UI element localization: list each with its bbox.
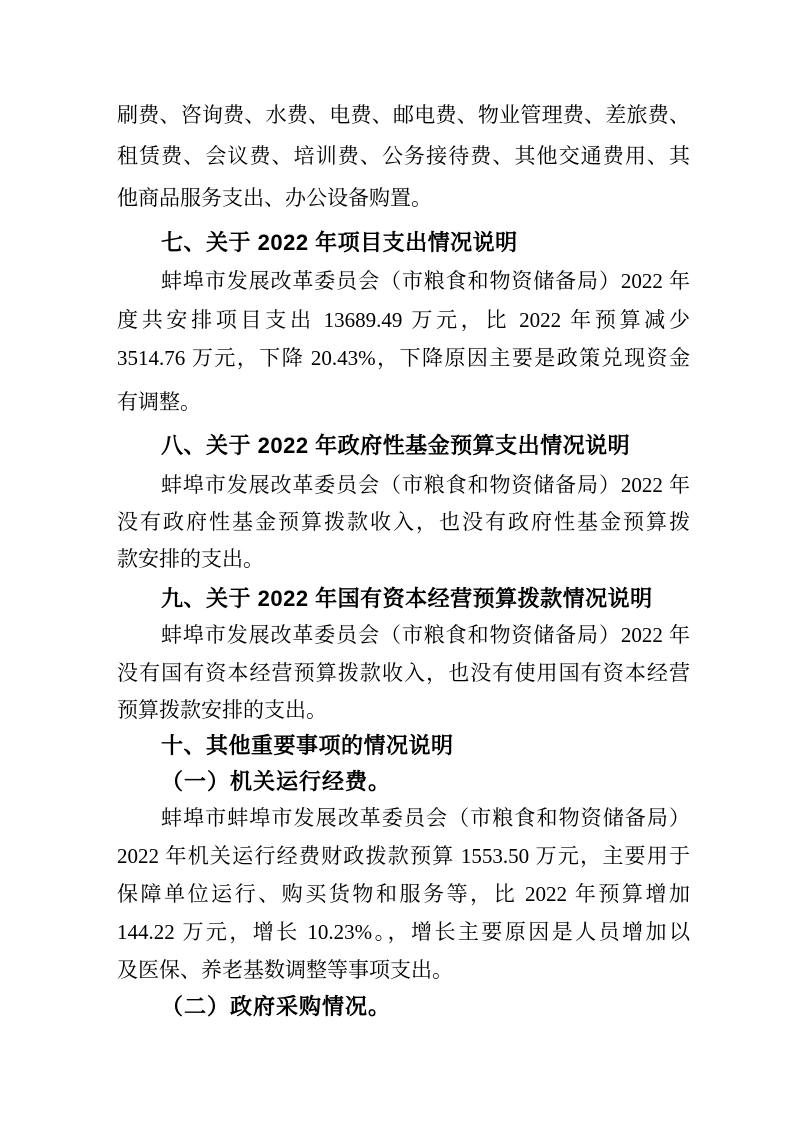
section-heading-7: 七、关于 2022 年项目支出情况说明: [161, 230, 518, 255]
body-line: 预算拨款安排的支出。: [117, 698, 327, 722]
body-line: 蚌埠市发展改革委员会（市粮食和物资储备局）2022 年: [161, 623, 690, 647]
body-line: 没有政府性基金预算拨款收入，也没有政府性基金预算拨: [117, 510, 690, 534]
body-line: 刷费、咨询费、水费、电费、邮电费、物业管理费、差旅费、: [117, 103, 690, 127]
body-line: 蚌埠市发展改革委员会（市粮食和物资储备局）2022 年: [161, 473, 690, 497]
body-line: 蚌埠市蚌埠市发展改革委员会（市粮食和物资储备局）: [161, 806, 690, 830]
body-line: 租赁费、会议费、培训费、公务接待费、其他交通费用、其: [117, 144, 690, 168]
body-line: 144.22 万元，增长 10.23%。，增长主要原因是人员增加以: [117, 920, 690, 944]
body-line: 3514.76 万元，下降 20.43%，下降原因主要是政策兑现资金: [117, 346, 690, 370]
body-line: 他商品服务支出、办公设备购置。: [117, 186, 432, 210]
body-line: 度共安排项目支出 13689.49 万元，比 2022 年预算减少: [117, 308, 690, 332]
body-line: 2022 年机关运行经费财政拨款预算 1553.50 万元，主要用于: [117, 844, 690, 868]
body-line: 及医保、养老基数调整等事项支出。: [117, 958, 453, 982]
sub-heading-10-1: （一）机关运行经费。: [161, 769, 392, 794]
body-line: 款安排的支出。: [117, 547, 264, 571]
section-heading-9: 九、关于 2022 年国有资本经营预算拨款情况说明: [161, 586, 653, 611]
sub-heading-10-2: （二）政府采购情况。: [161, 994, 392, 1019]
body-line: 没有国有资本经营预算拨款收入，也没有使用国有资本经营: [117, 661, 690, 685]
body-line: 有调整。: [117, 390, 201, 414]
body-line: 蚌埠市发展改革委员会（市粮食和物资储备局）2022 年: [161, 269, 690, 293]
section-heading-10: 十、其他重要事项的情况说明: [161, 733, 454, 758]
section-heading-8: 八、关于 2022 年政府性基金预算支出情况说明: [161, 433, 631, 458]
body-line: 保障单位运行、购买货物和服务等，比 2022 年预算增加: [117, 882, 690, 906]
